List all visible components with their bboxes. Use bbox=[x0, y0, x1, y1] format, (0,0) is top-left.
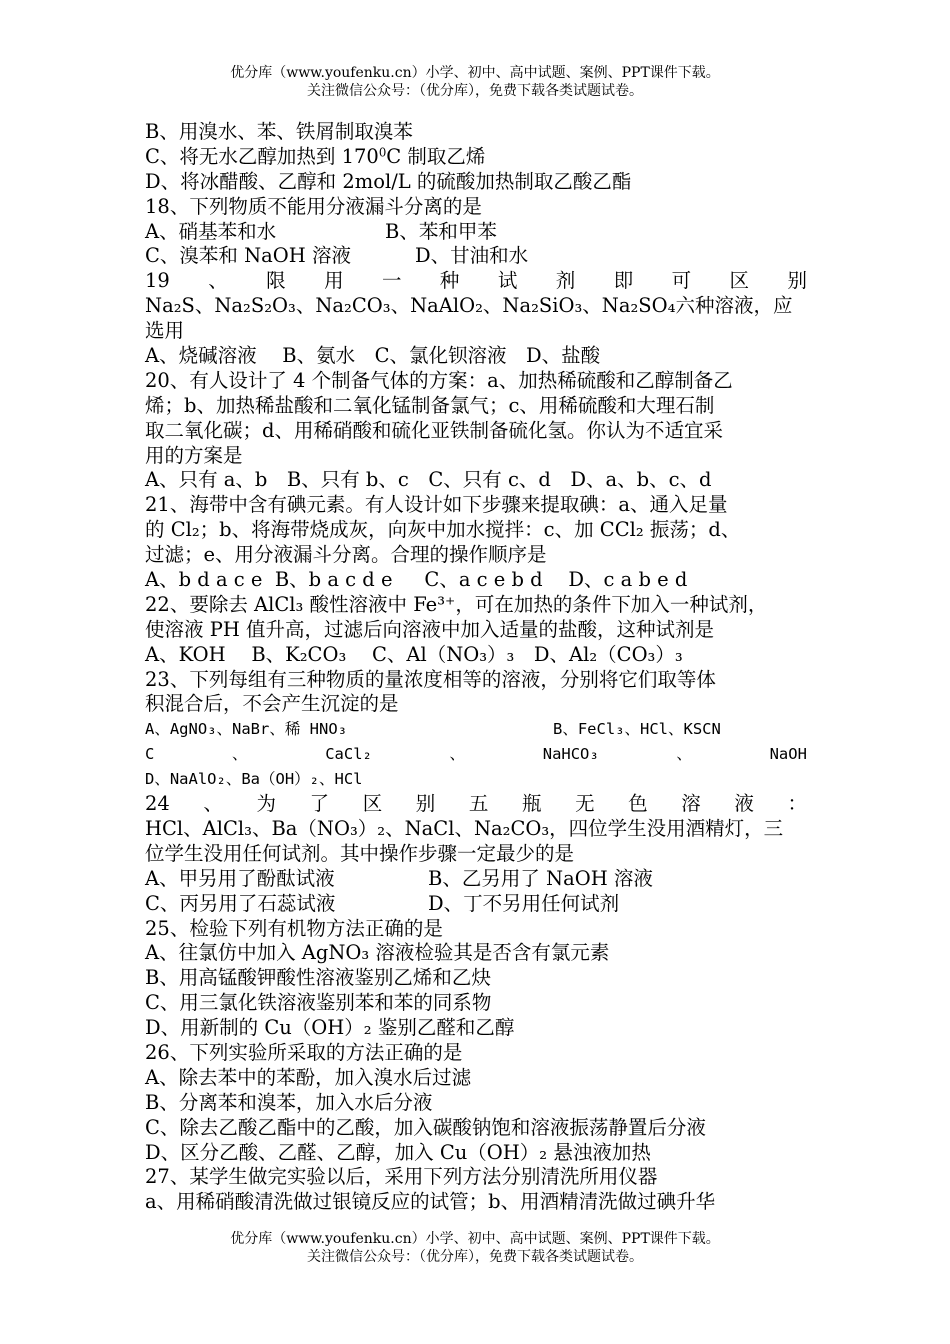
q24-option-a: A、甲另用了酚酞试液 bbox=[145, 866, 335, 890]
q26-option-b: B、分离苯和溴苯，加入水后分液 bbox=[145, 1090, 433, 1114]
q19-stem-line1 bbox=[145, 269, 807, 294]
q19-stem-line3: 选用 bbox=[145, 319, 185, 343]
q24-option-d: D、丁不另用任何试剂 bbox=[428, 891, 620, 915]
q19-word: 、 bbox=[208, 269, 228, 293]
q24-stem-line2: HCl、AlCl₃、Ba（NO₃）₂、NaCl、Na₂CO₃，四位学生没用酒精灯，三 bbox=[145, 816, 784, 840]
q23-c-part: 、 bbox=[449, 745, 466, 764]
q22-options: A、KOH B、K₂CO₃ C、Al（NO₃）₃ D、Al₂（CO₃）₃ bbox=[145, 642, 683, 666]
q23-stem-line1: 23、下列每组有三种物质的量浓度相等的溶液，分别将它们取等体 bbox=[145, 667, 716, 691]
q24-stem-line3: 位学生没用任何试剂。其中操作步骤一定最少的是 bbox=[145, 841, 575, 865]
q26-option-d: D、区分乙酸、乙醛、乙醇，加入 Cu（OH）₂ 悬浊液加热 bbox=[145, 1140, 651, 1164]
q19-options: A、烧碱溶液 B、氨水 C、氯化钡溶液 D、盐酸 bbox=[145, 344, 601, 368]
q22-stem-line1: 22、要除去 AlCl₃ 酸性溶液中 Fe³⁺，可在加热的条件下加入一种试剂， bbox=[145, 592, 768, 616]
page-header bbox=[0, 64, 950, 100]
q23-c-part: 、 bbox=[232, 745, 248, 764]
q24-options-cd bbox=[145, 892, 807, 917]
q24-word: 别 bbox=[415, 792, 436, 816]
q19-word: 试 bbox=[497, 269, 518, 293]
q25-option-b: B、用高锰酸钾酸性溶液鉴别乙烯和乙炔 bbox=[145, 966, 491, 990]
q19-word: 用 bbox=[324, 269, 344, 293]
q23-option-a: A、AgNO₃、NaBr、稀 HNO₃ bbox=[145, 720, 347, 739]
q21-stem-line1: 21、海带中含有碘元素。有人设计如下步骤来提取碘：a、通入足量 bbox=[145, 493, 728, 517]
q24-word: ： bbox=[787, 792, 807, 816]
q26-option-a: A、除去苯中的苯酚，加入溴水后过滤 bbox=[145, 1065, 472, 1089]
q24-option-c: C、丙另用了石蕊试液 bbox=[145, 891, 336, 915]
q24-word: 液 bbox=[734, 792, 754, 816]
q17-c-text-end: C 制取乙烯 bbox=[386, 144, 486, 168]
q23-option-d: D、NaAlO₂、Ba（OH）₂、HCl bbox=[145, 770, 363, 789]
q21-stem-line2: 的 Cl₂；b、将海带烧成灰，向灰中加水搅拌：c、加 CCl₂ 振荡；d、 bbox=[145, 518, 741, 542]
footer-line-2: 关注微信公众号：（优分库），免费下载各类试题试卷。 bbox=[307, 1249, 643, 1265]
document-body bbox=[145, 120, 807, 1215]
q23-stem-line2: 积混合后，不会产生沉淀的是 bbox=[145, 692, 399, 716]
q25-option-d: D、用新制的 Cu（OH）₂ 鉴别乙醛和乙醇 bbox=[145, 1016, 515, 1040]
q19-word: 种 bbox=[439, 269, 460, 293]
q22-stem-line2: 使溶液 PH 值升高，过滤后向溶液中加入适量的盐酸，这种试剂是 bbox=[145, 617, 715, 641]
q24-word: 溶 bbox=[681, 792, 701, 816]
q20-stem-line2: 烯；b、加热稀盐酸和二氧化锰制备氯气；c、用稀硫酸和大理石制 bbox=[145, 393, 715, 417]
q24-word: 五 bbox=[468, 792, 489, 816]
q17-c-degree: 0 bbox=[378, 145, 387, 160]
q18-option-c: C、溴苯和 NaOH 溶液 bbox=[145, 244, 351, 268]
q23-c-part: NaHCO₃ bbox=[542, 745, 599, 764]
q24-word: 24 bbox=[145, 792, 170, 816]
q18-options-cd bbox=[145, 244, 807, 269]
q27-stem-line2: a、用稀硝酸清洗做过银镜反应的试管；b、用酒精清洗做过碘升华 bbox=[145, 1190, 716, 1214]
q20-options: A、只有 a、b B、只有 b、c C、只有 c、d D、a、b、c、d bbox=[145, 468, 712, 492]
q18-options-ab bbox=[145, 220, 807, 245]
q17-option-c bbox=[145, 145, 807, 170]
q23-options-ab bbox=[145, 717, 807, 742]
q18-option-d: D、甘油和水 bbox=[415, 244, 529, 268]
q24-word: 为 bbox=[256, 792, 277, 816]
q27-stem: 27、某学生做完实验以后，采用下列方法分别清洗所用仪器 bbox=[145, 1165, 658, 1189]
q24-stem-line1 bbox=[145, 792, 807, 817]
q17-option-d: D、将冰醋酸、乙醇和 2mol/L 的硫酸加热制取乙酸乙酯 bbox=[145, 169, 632, 193]
q19-substances: Na₂S、Na₂S₂O₃、Na₂CO₃、NaAlO₂、Na₂SiO₃、Na₂SO₄ bbox=[145, 294, 676, 318]
q24-word: 了 bbox=[309, 792, 330, 816]
q23-c-part: CaCl₂ bbox=[325, 745, 372, 764]
q19-word: 即 bbox=[613, 269, 634, 293]
q20-stem-line1: 20、有人设计了 4 个制备气体的方案：a、加热稀硫酸和乙醇制备乙 bbox=[145, 368, 733, 392]
q26-stem: 26、下列实验所采取的方法正确的是 bbox=[145, 1040, 463, 1064]
q23-c-part: 、 bbox=[676, 745, 692, 764]
q23-c-part: C bbox=[145, 745, 155, 764]
q17-option-b: B、用溴水、苯、铁屑制取溴苯 bbox=[145, 120, 413, 143]
q26-option-c: C、除去乙酸乙酯中的乙酸，加入碳酸钠饱和溶液振荡静置后分液 bbox=[145, 1115, 706, 1139]
q19-word: 可 bbox=[671, 269, 692, 293]
q25-option-a: A、往氯仿中加入 AgNO₃ 溶液检验其是否含有氯元素 bbox=[145, 941, 610, 965]
q19-stem-line2-end: 六种溶液，应 bbox=[675, 294, 793, 318]
q17-c-text: C、将无水乙醇加热到 170 bbox=[145, 144, 379, 168]
q18-stem: 18、下列物质不能用分液漏斗分离的是 bbox=[145, 194, 482, 218]
q24-option-b: B、乙另用了 NaOH 溶液 bbox=[428, 866, 653, 890]
q19-word: 19 bbox=[145, 269, 170, 293]
header-line-2: 关注微信公众号：（优分库），免费下载各类试题试卷。 bbox=[307, 83, 643, 99]
q25-stem: 25、检验下列有机物方法正确的是 bbox=[145, 916, 443, 940]
q23-option-c bbox=[145, 742, 807, 767]
q19-word: 一 bbox=[382, 269, 402, 293]
q21-options: A、b d a c e B、b a c d e C、a c e b d D、c a b e d bbox=[145, 568, 688, 592]
q24-word: 瓶 bbox=[521, 792, 542, 816]
q20-stem-line4: 用的方案是 bbox=[145, 443, 243, 467]
q18-option-a: A、硝基苯和水 bbox=[145, 219, 277, 243]
q18-option-b: B、苯和甲苯 bbox=[385, 219, 497, 243]
header-line-1: 优分库（www.youfenku.cn）小学、初中、高中试题、案例、PPT课件下载。 bbox=[230, 65, 720, 81]
q19-word: 限 bbox=[266, 269, 286, 293]
q24-word: 区 bbox=[362, 792, 383, 816]
q19-stem-line2 bbox=[145, 294, 807, 319]
q24-word: 、 bbox=[203, 792, 223, 816]
q23-c-part: NaOH bbox=[769, 745, 807, 764]
q19-word: 剂 bbox=[555, 269, 576, 293]
q25-option-c: C、用三氯化铁溶液鉴别苯和苯的同系物 bbox=[145, 991, 492, 1015]
q24-word: 色 bbox=[628, 792, 648, 816]
footer-line-1: 优分库（www.youfenku.cn）小学、初中、高中试题、案例、PPT课件下载。 bbox=[230, 1231, 720, 1247]
q21-stem-line3: 过滤；e、用分液漏斗分离。合理的操作顺序是 bbox=[145, 543, 547, 567]
q23-option-b: B、FeCl₃、HCl、KSCN bbox=[553, 720, 721, 739]
q24-options-ab bbox=[145, 867, 807, 892]
q19-word: 区 bbox=[729, 269, 750, 293]
q20-stem-line3: 取二氧化碳；d、用稀硝酸和硫化亚铁制备硫化氢。你认为不适宜采 bbox=[145, 418, 723, 442]
page-footer bbox=[0, 1230, 950, 1266]
q24-word: 无 bbox=[575, 792, 595, 816]
q19-word: 别 bbox=[787, 269, 807, 293]
